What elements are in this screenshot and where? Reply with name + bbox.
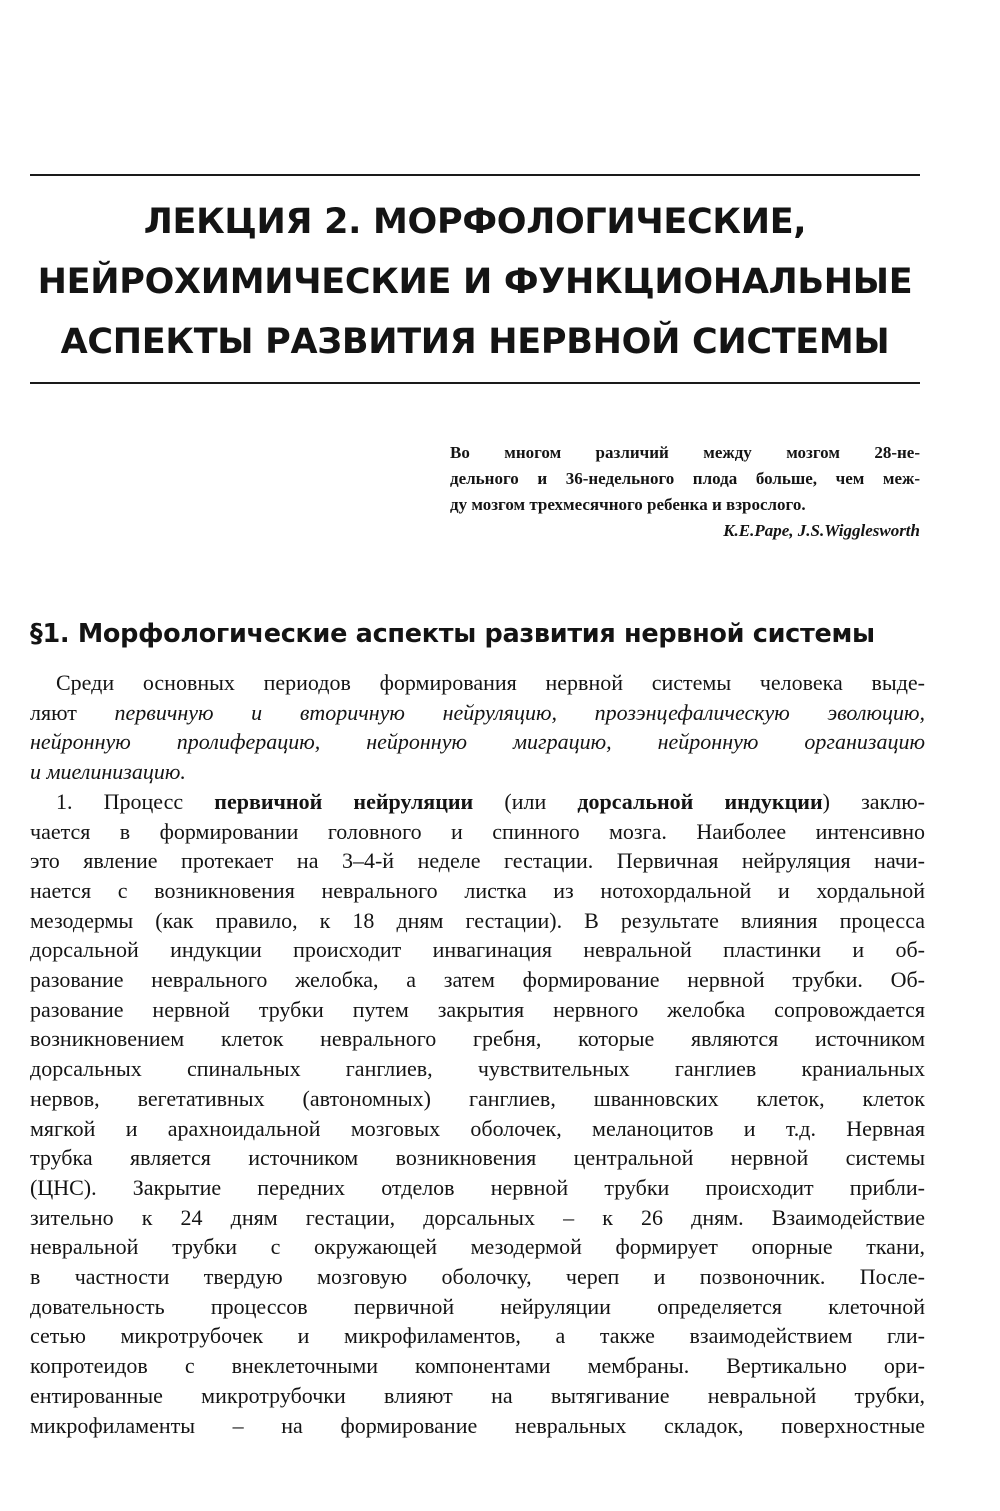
top-rule (30, 174, 920, 176)
paragraph-line: разование нервной трубки путем закрытия нервного желобка сопровождается (30, 996, 925, 1022)
paragraph-line: копротеидов с внеклеточными компонентами мембраны. Вертикально ори- (30, 1353, 925, 1379)
paragraph-line: чается в формировании головного и спинного мозга. Наиболее интенсивно (30, 818, 925, 844)
bold-term: дорсальной индукции (577, 788, 823, 814)
text-run: (или (473, 788, 578, 814)
paragraph-line: довательность процессов первичной нейруляции определяется клеточной (30, 1293, 925, 1319)
paragraph-line: ентированные микротрубочки влияют на вытягивание невральной трубки, (30, 1382, 925, 1408)
epigraph-line: Во многом различий между мозгом 28-не- (450, 443, 920, 462)
bottom-rule (30, 382, 920, 384)
paragraph-line (30, 698, 925, 728)
epigraph-author: K.E.Pape, J.S.Wigglesworth (723, 521, 920, 540)
chapter-title-line: АСПЕКТЫ РАЗВИТИЯ НЕРВНОЙ СИСТЕМЫ (60, 322, 890, 362)
text-run: ляют (30, 699, 115, 725)
italic-term: первичную и вторичную нейруляцию, прозэнцефалическую эволюцию, (114, 699, 926, 725)
paragraph-line (30, 787, 925, 817)
paragraph-line: нервов, вегетативных (автономных) ганглиев, шванновских клеток, клеток (30, 1085, 925, 1111)
chapter-title (30, 192, 920, 372)
paragraph-line: в частности твердую мозговую оболочку, череп и позвоночник. После- (30, 1264, 925, 1290)
text-run: ) заклю- (822, 788, 925, 814)
paragraph-line: и миелинизацию. (30, 759, 186, 785)
paragraph-line: мягкой и арахноидальной мозговых оболочек, меланоцитов и т.д. Нервная (30, 1115, 925, 1141)
paragraph-line: дорсальной индукции происходит инвагинация невральной пластинки и об- (30, 937, 925, 963)
paragraph-line: нейронную пролиферацию, нейронную миграцию, нейронную организацию (30, 729, 925, 755)
body-text (30, 668, 925, 1440)
section-title: §1. Морфологические аспекты развития нервной системы (30, 619, 875, 649)
text-run: 1. Процесс (56, 788, 215, 814)
paragraph-line: Среди основных периодов формирования нервной системы человека выде- (56, 670, 925, 695)
paragraph-line: трубка является источником возникновения центральной нервной системы (30, 1145, 925, 1171)
paragraph-line: возникновением клеток неврального гребня, которые являются источником (30, 1026, 925, 1052)
paragraph-line: это явление протекает на 3–4-й неделе гестации. Первичная нейруляция начи- (30, 848, 925, 874)
paragraph-line: сетью микротрубочек и микрофиламентов, а также взаимодействием гли- (30, 1323, 925, 1349)
paragraph-line: невральной трубки с окружающей мезодермой формирует опорные ткани, (30, 1234, 925, 1260)
epigraph-line: дельного и 36-недельного плода больше, чем меж- (450, 469, 920, 488)
bold-term: первичной нейруляции (214, 788, 474, 814)
epigraph-line: ду мозгом трехмесячного ребенка и взрослого. (450, 495, 806, 514)
paragraph-line: (ЦНС). Закрытие передних отделов нервной трубки происходит прибли- (30, 1174, 925, 1200)
epigraph (450, 440, 920, 544)
paragraph-line: зительно к 24 дням гестации, дорсальных – к 26 дням. Взаимодействие (30, 1204, 925, 1230)
chapter-title-line: ЛЕКЦИЯ 2. МОРФОЛОГИЧЕСКИЕ, (143, 202, 807, 242)
paragraph-line: нается с возникновения неврального листка из нотохордальной и хордальной (30, 877, 925, 903)
paragraph-line: разование неврального желобка, а затем формирование нервной трубки. Об- (30, 967, 925, 993)
paragraph-line: мезодермы (как правило, к 18 дням гестации). В результате влияния процесса (30, 907, 925, 933)
paragraph-line: микрофиламенты – на формирование невральных складок, поверхностные (30, 1412, 925, 1438)
chapter-title-line: НЕЙРОХИМИЧЕСКИЕ И ФУНКЦИОНАЛЬНЫЕ (37, 262, 913, 302)
paragraph-line: дорсальных спинальных ганглиев, чувствительных ганглиев краниальных (30, 1056, 925, 1082)
